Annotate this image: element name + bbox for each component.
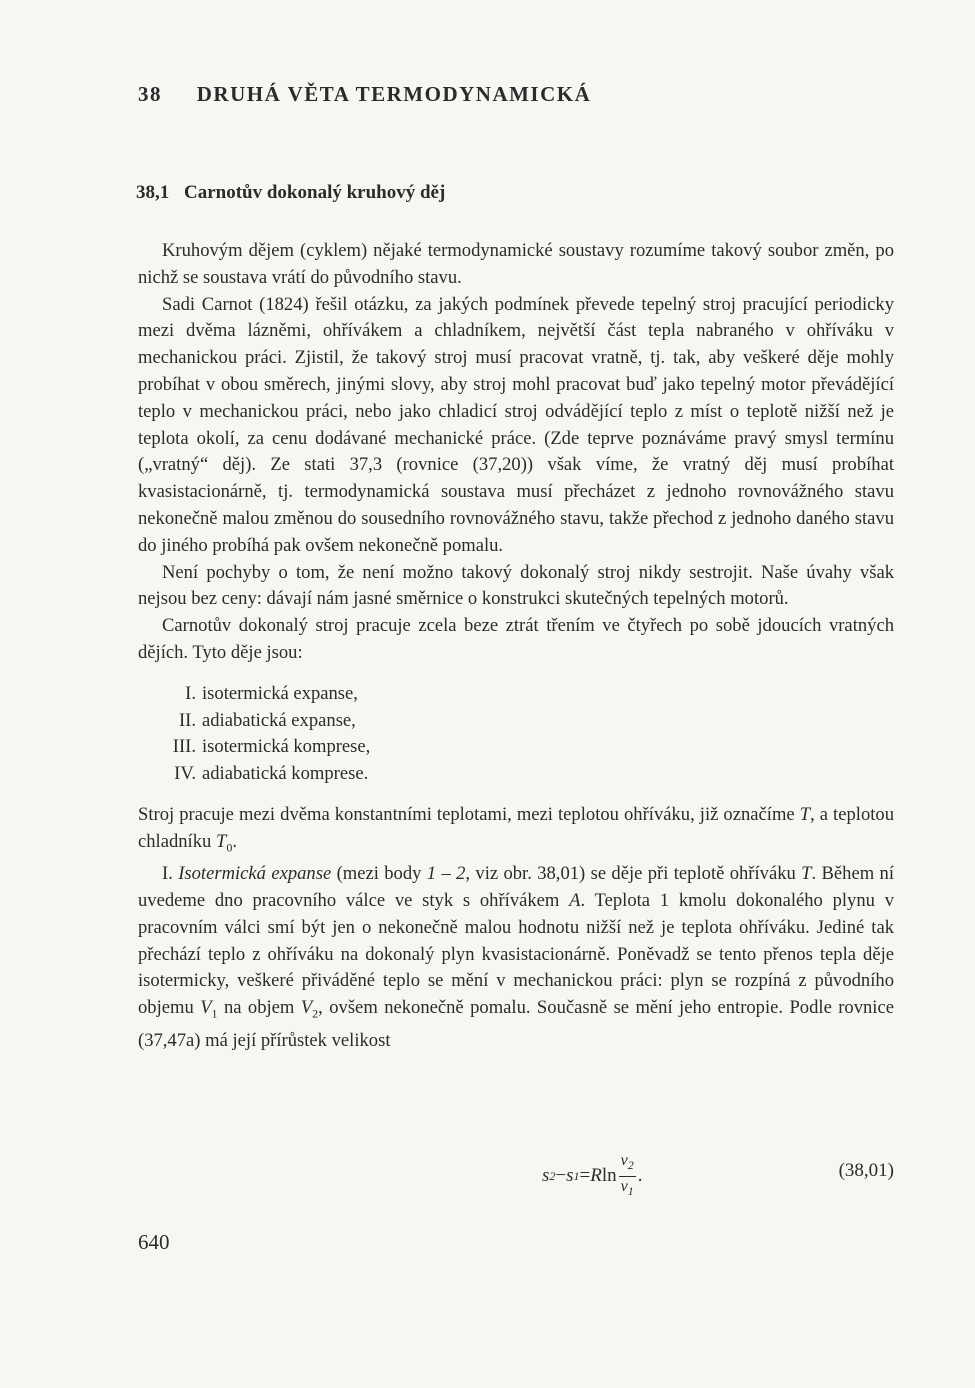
period: . — [637, 1165, 643, 1186]
list-item-text: isotermická expanse, — [202, 682, 358, 704]
symbol-T: T — [799, 803, 811, 825]
list-item-text: adiabatická komprese. — [202, 763, 369, 785]
symbol-A: A — [569, 890, 581, 912]
minus-sign: − — [555, 1165, 567, 1186]
paragraph-2: Sadi Carnot (1824) řešil otázku, za jakých podmínek převede tepelný stroj pracující periodicky mezi dvěma lázněmi, ohřívákem a chladníkem, největší část tepla nabraného v ohříváku v mechanickou práci. Zjistil, že takový stroj musí pracovat vratně, tj. tak, aby veškeré děje mohly probíhat v obou směrech, jinými slovy, aby stroj mohl pracovat buď jako tepelný motor převádějící teplo v mechanickou práci, nebo jako chladicí stroj odvádějící teplo z míst o teplotě nižší než je teplota okolí, za cenu dodávané mechanické práce. (Zde teprve poznáváme pravý smysl termínu („vratný“ děj). Ze stati 37,3 (rovnice (37,20)) však víme, že vratný děj musí probíhat kvasistacionárně, tj. termodynamická soustava musí přecházet z jednoho rovnovážného stavu nekonečně malou změnou do sousedního rovnovážného stavu, takže přechod z jednoho daného stavu do jiného probíhá pak ovšem nekonečně pomalu. — [138, 293, 894, 556]
list-item — [138, 761, 894, 788]
body-text — [138, 238, 894, 1055]
subscript: 1 — [573, 1168, 580, 1183]
paragraph-3: Není pochyby o tom, že není možno takový dokonalý stroj nikdy sestrojit. Naše úvahy však nejsou bez ceny: dávají nám jasné směrnice o konstrukci skutečných tepelných motorů. — [138, 561, 894, 610]
text-run: . — [232, 830, 237, 852]
list-item — [138, 681, 894, 708]
subscript: 1 — [211, 1006, 218, 1021]
paragraph-1: Kruhovým dějem (cyklem) nějaké termodynamické soustavy rozumíme takový soubor změn, po nichž se soustava vrátí do původního stavu. — [138, 240, 894, 288]
symbol-T0: T — [215, 830, 227, 852]
symbol-T: T — [801, 863, 812, 885]
fraction — [619, 1151, 636, 1200]
list-item-text: isotermická komprese, — [202, 736, 371, 758]
symbol-s2: s — [542, 1165, 550, 1186]
section-number: 38,1 — [136, 182, 170, 203]
paragraph-5 — [138, 802, 894, 861]
list-item-text: adiabatická expanse, — [202, 709, 356, 731]
list-item-numeral: II. — [178, 709, 196, 731]
equals-sign: = — [579, 1165, 591, 1186]
text-run: , viz obr. 38,01) se děje při teplotě ohříváku — [465, 863, 802, 885]
text-run: na objem — [217, 997, 301, 1019]
subscript: 2 — [549, 1168, 556, 1183]
chapter-number: 38 — [138, 82, 162, 106]
text-run: Stroj pracuje mezi dvěma konstantními teplotami, mezi teplotou ohříváku, již označíme — [138, 803, 800, 825]
symbol-V2: V — [300, 997, 313, 1019]
italic-term: Isotermická expanse — [178, 863, 332, 885]
symbol-s1: s — [566, 1165, 574, 1186]
equation-number: (38,01) — [838, 1160, 894, 1181]
equation-formula — [542, 1148, 643, 1204]
symbol-v2: v — [620, 1152, 628, 1170]
symbol-R: R — [590, 1165, 602, 1186]
section-title: Carnotův dokonalý kruhový děj — [184, 182, 446, 203]
text-run: , ovšem nekonečně pomalu. Současně se mění jeho entropie. Podle rovnice (37,47a) má její přírůstek velikost — [138, 997, 894, 1051]
list-item-numeral: I. — [185, 682, 196, 704]
text-run: I. — [162, 863, 179, 885]
page-number: 640 — [138, 1230, 170, 1254]
list-item — [138, 708, 894, 735]
list-item-numeral: IV. — [174, 763, 196, 785]
subscript: 1 — [627, 1183, 634, 1198]
fraction-denominator — [619, 1177, 636, 1201]
subscript: 0 — [226, 840, 233, 855]
running-head — [138, 82, 591, 107]
chapter-title: DRUHÁ VĚTA TERMODYNAMICKÁ — [196, 82, 592, 106]
subscript: 2 — [627, 1158, 634, 1173]
text-run: . Teplota 1 kmolu dokonalého plynu v pracovním válci smí být jen o nekonečně malou hodnotu nižší než je teplota ohříváku. Jediné tak přechází teplo z ohříváku na dokonalý plyn kvasistacionárně. Poněvadž se tento přenos tepla děje isotermicky, veškeré přiváděné teplo se mění v mechanickou práci: plyn se rozpíná z původního objemu — [138, 890, 894, 1019]
text-run: , a teplotou chladníku — [138, 803, 894, 852]
section-heading — [136, 182, 445, 204]
fraction-numerator — [619, 1151, 636, 1176]
list-item-numeral: III. — [172, 736, 196, 758]
equation-38-01 — [138, 1148, 894, 1208]
text-run: . Během ní uvedeme dno pracovního válce ve styk s ohřívákem — [138, 863, 894, 912]
paragraph-4: Carnotův dokonalý stroj pracuje zcela beze ztrát třením ve čtyřech po sobě jdoucích vratných dějích. Tyto děje jsou: — [138, 615, 894, 663]
list-item — [138, 734, 894, 761]
text-run: (mezi body — [331, 863, 427, 885]
symbol-V1: V — [200, 997, 212, 1019]
subscript: 2 — [312, 1006, 319, 1021]
process-list — [138, 681, 894, 788]
points-label: 1 – 2 — [426, 863, 466, 885]
paragraph-6 — [138, 861, 894, 1054]
ln-operator: ln — [601, 1165, 617, 1186]
symbol-v1: v — [620, 1177, 628, 1195]
